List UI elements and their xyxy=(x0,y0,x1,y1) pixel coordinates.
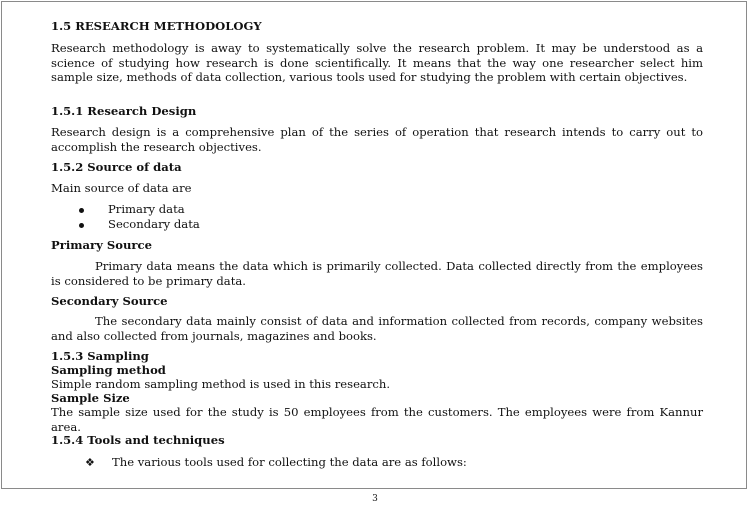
sampling-method-heading: Sampling method xyxy=(51,363,166,377)
primary-source-heading: Primary Source xyxy=(51,238,152,252)
tools-heading: 1.5.4 Tools and techniques xyxy=(51,433,225,447)
sampling-heading: 1.5.3 Sampling xyxy=(51,349,149,363)
sample-size-heading: Sample Size xyxy=(51,391,130,405)
secondary-source-heading: Secondary Source xyxy=(51,294,168,308)
bullet-icon xyxy=(79,208,84,213)
list-item-label: Secondary data xyxy=(108,217,200,231)
section-title: 1.5 RESEARCH METHODOLOGY xyxy=(51,19,262,33)
sampling-method-text: Simple random sampling method is used in this research. xyxy=(51,377,391,391)
list-item-label: The various tools used for collecting the data are as follows: xyxy=(112,455,467,469)
secondary-source-text: The secondary data mainly consist of data and information collected from records, company websites and also collected from journals, magazines and books. xyxy=(51,314,703,343)
document-page xyxy=(1,1,747,489)
primary-source-text: Primary data means the data which is primarily collected. Data collected directly from the employees is considered to be primary data. xyxy=(51,259,703,288)
source-of-data-heading: 1.5.2 Source of data xyxy=(51,160,182,174)
intro-paragraph: Research methodology is away to systematically solve the research problem. It may be understood as a science of studying how research is done scientifically. It means that the way one researcher select him sample size, methods of data collection, various tools used for studying the problem with certain objectives. xyxy=(51,41,703,85)
diamond-bullet-icon: ❖ xyxy=(85,456,95,469)
source-of-data-intro: Main source of data are xyxy=(51,181,192,195)
research-design-text: Research design is a comprehensive plan of the series of operation that research intends to carry out to accomplish the research objectives. xyxy=(51,125,703,154)
page-number: 3 xyxy=(372,494,378,504)
list-item-label: Primary data xyxy=(108,202,185,216)
bullet-icon xyxy=(79,223,84,228)
sample-size-text: The sample size used for the study is 50 employees from the customers. The employees were from Kannur area. xyxy=(51,405,703,434)
research-design-heading: 1.5.1 Research Design xyxy=(51,104,197,118)
